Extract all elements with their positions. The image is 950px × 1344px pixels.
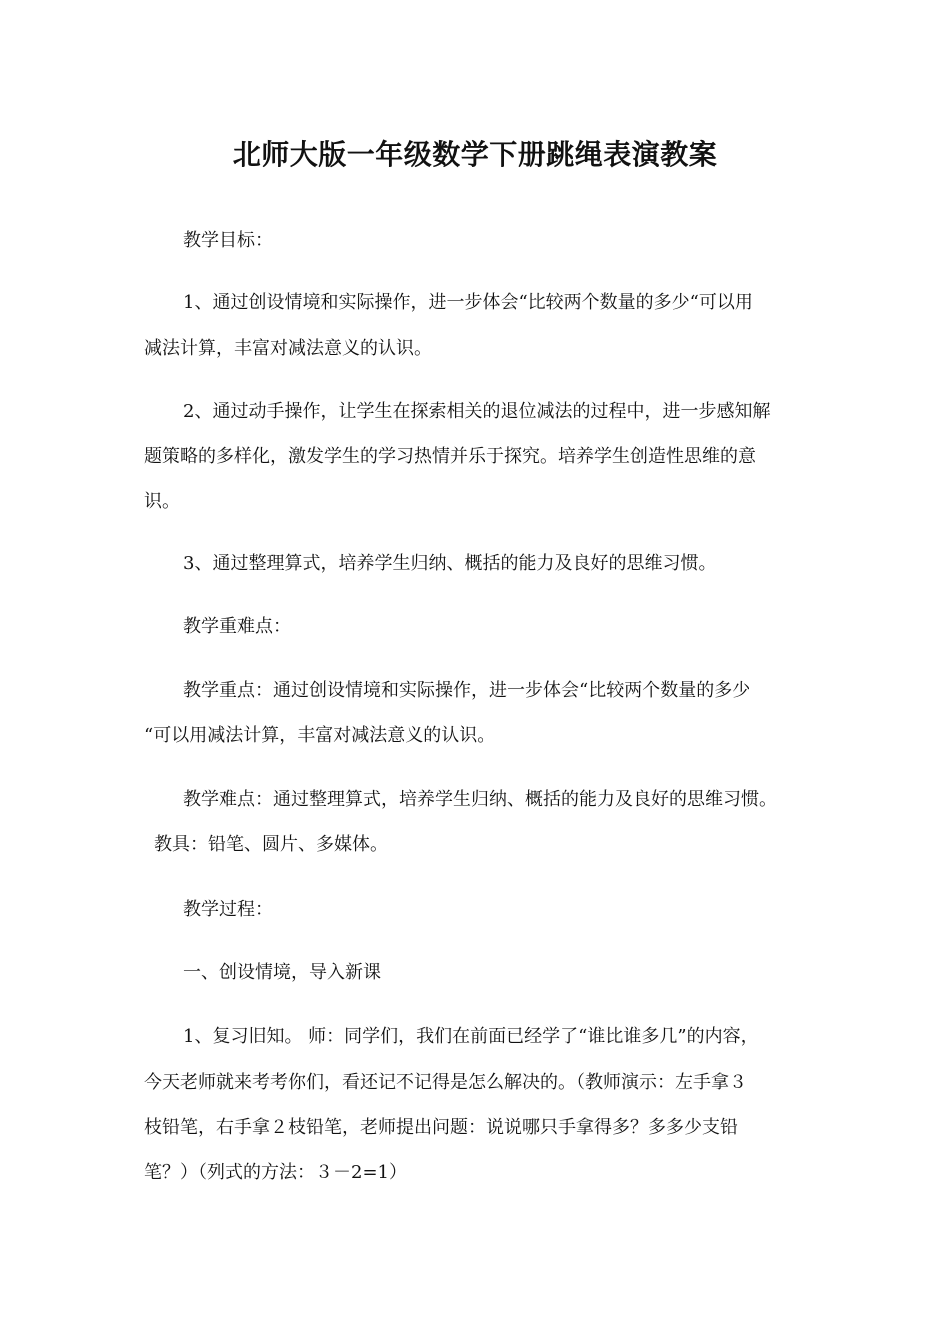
- paragraph-line: 3、通过整理算式，培养学生归纳、概括的能力及良好的思维习惯。: [183, 553, 717, 574]
- paragraph-line: 2、通过动手操作，让学生在探索相关的退位减法的过程中，进一步感知解: [183, 401, 771, 422]
- section-heading-process: 教学过程：: [183, 899, 273, 920]
- section-heading-objectives: 教学目标：: [183, 230, 273, 251]
- paragraph-line: 题策略的多样化，激发学生的学习热情并乐于探究。培养学生创造性思维的意: [144, 446, 756, 467]
- paragraph-line: 识。: [144, 491, 180, 512]
- paragraph-line: 教学难点：通过整理算式，培养学生归纳、概括的能力及良好的思维习惯。: [183, 789, 777, 810]
- paragraph-line: “可以用减法计算，丰富对减法意义的认识。: [144, 725, 496, 746]
- section-heading-intro: 一、创设情境，导入新课: [183, 962, 381, 983]
- paragraph-line: 今天老师就来考考你们，看还记不记得是怎么解决的。（教师演示：左手拿３: [144, 1072, 747, 1093]
- paragraph-line: 1、通过创设情境和实际操作，进一步体会“比较两个数量的多少“可以用: [183, 292, 753, 313]
- paragraph-line: 枝铅笔，右手拿２枝铅笔，老师提出问题：说说哪只手拿得多？多多少支铅: [144, 1117, 738, 1138]
- paragraph-line: 笔？）（列式的方法：３－2=1）: [144, 1162, 407, 1183]
- paragraph-line: 减法计算，丰富对减法意义的认识。: [144, 338, 432, 359]
- paragraph-line: 教学重点：通过创设情境和实际操作，进一步体会“比较两个数量的多少: [183, 680, 751, 701]
- section-heading-key-points: 教学重难点：: [183, 616, 291, 637]
- paragraph-line: 1、复习旧知。 师：同学们，我们在前面已经学了“谁比谁多几”的内容，: [183, 1026, 759, 1047]
- paragraph-line: 教具：铅笔、圆片、多媒体。: [154, 834, 388, 855]
- document-title: 北师大版一年级数学下册跳绳表演教案: [232, 138, 718, 171]
